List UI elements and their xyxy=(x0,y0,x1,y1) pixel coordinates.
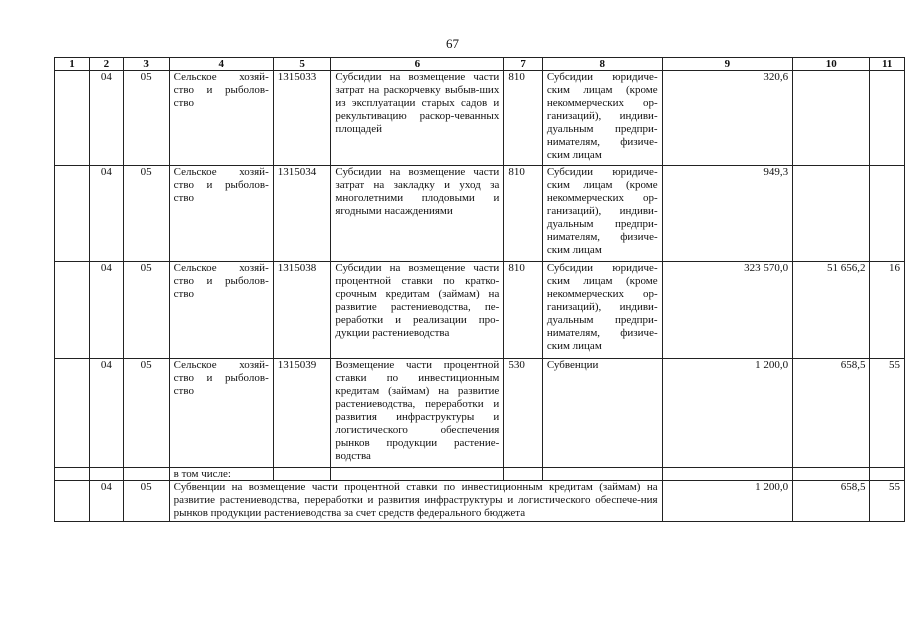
subheader-row xyxy=(55,468,905,481)
cell-expense-type-code xyxy=(504,468,543,481)
cell-executed: 658,5 xyxy=(793,481,870,522)
cell-subsection: 05 xyxy=(123,359,169,468)
cell-subsection: 05 xyxy=(123,71,169,166)
table-row xyxy=(55,481,905,522)
page-number: 67 xyxy=(446,36,459,51)
cell-percent: 55 xyxy=(870,481,905,522)
column-header-10: 10 xyxy=(793,58,870,71)
cell-section: 04 xyxy=(90,262,124,359)
cell-section: 04 xyxy=(90,481,124,522)
cell-target-code xyxy=(273,468,331,481)
table-row xyxy=(55,359,905,468)
cell-percent xyxy=(870,468,905,481)
cell-percent xyxy=(870,71,905,166)
column-header-8: 8 xyxy=(542,58,662,71)
cell-section: 04 xyxy=(90,359,124,468)
cell-col1 xyxy=(55,359,90,468)
cell-col1 xyxy=(55,468,90,481)
cell-executed xyxy=(793,166,870,262)
cell-expense-type: Субсидии юридиче-ским лицам (кроме некоммерческих ор-ганизаций), индиви-дуальным предпри-нимателям, физиче-ским лицам xyxy=(542,166,662,262)
cell-expense-type-code: 810 xyxy=(504,71,543,166)
cell-col1 xyxy=(55,262,90,359)
column-header-7: 7 xyxy=(504,58,543,71)
column-header-5: 5 xyxy=(273,58,331,71)
cell-amount: 320,6 xyxy=(662,71,792,166)
cell-section: 04 xyxy=(90,166,124,262)
header-row xyxy=(55,58,905,71)
cell-expense-type-code: 530 xyxy=(504,359,543,468)
cell-target-code: 1315033 xyxy=(273,71,331,166)
cell-section-name: Сельское хозяй-ство и рыболов-ство xyxy=(169,359,273,468)
cell-subsection xyxy=(123,468,169,481)
column-header-11: 11 xyxy=(870,58,905,71)
cell-col1 xyxy=(55,481,90,522)
table-row xyxy=(55,71,905,166)
cell-amount: 949,3 xyxy=(662,166,792,262)
cell-target-code: 1315038 xyxy=(273,262,331,359)
cell-federal-subvention-description: Субвенции на возмещение части процентной ставки по инвестиционным кредитам (займам) на развитие растениеводства, переработки и развития инфраструктуры и логистического обеспече-ния рынков продукции растениеводства за счет средств федерального бюджета xyxy=(169,481,662,522)
budget-table xyxy=(54,57,905,522)
cell-section-name: Сельское хозяй-ство и рыболов-ство xyxy=(169,166,273,262)
cell-expense-type-code: 810 xyxy=(504,166,543,262)
cell-subsection: 05 xyxy=(123,166,169,262)
cell-target-code: 1315034 xyxy=(273,166,331,262)
column-header-9: 9 xyxy=(662,58,792,71)
cell-amount: 323 570,0 xyxy=(662,262,792,359)
cell-section-name: Сельское хозяй-ство и рыболов-ство xyxy=(169,71,273,166)
cell-col1 xyxy=(55,166,90,262)
cell-amount xyxy=(662,468,792,481)
cell-expense-type: Субсидии юридиче-ским лицам (кроме некоммерческих ор-ганизаций), индиви-дуальным предпри-нимателям, физиче-ским лицам xyxy=(542,262,662,359)
cell-target-code: 1315039 xyxy=(273,359,331,468)
cell-description: Субсидии на возмещение части процентной ставки по кратко-срочным кредитам (займам) на развитие растениеводства, пе-реработки и реализации про-дукции растениеводства xyxy=(331,262,504,359)
column-header-1: 1 xyxy=(55,58,90,71)
cell-section: 04 xyxy=(90,71,124,166)
cell-percent: 16 xyxy=(870,262,905,359)
cell-description xyxy=(331,468,504,481)
column-header-6: 6 xyxy=(331,58,504,71)
cell-percent: 55 xyxy=(870,359,905,468)
cell-expense-type: Субсидии юридиче-ским лицам (кроме некоммерческих ор-ганизаций), индиви-дуальным предпри-нимателям, физиче-ским лицам xyxy=(542,71,662,166)
cell-percent xyxy=(870,166,905,262)
cell-expense-type xyxy=(542,468,662,481)
cell-subsection: 05 xyxy=(123,262,169,359)
cell-executed xyxy=(793,71,870,166)
column-header-2: 2 xyxy=(90,58,124,71)
table-row xyxy=(55,262,905,359)
column-header-3: 3 xyxy=(123,58,169,71)
table-row xyxy=(55,166,905,262)
cell-amount: 1 200,0 xyxy=(662,481,792,522)
cell-col1 xyxy=(55,71,90,166)
cell-description: Возмещение части процентной ставки по инвестиционным кредитам (займам) на развитие растениеводства, переработки и развития инфраструктуры и логистического обеспечения рынков продукции растение-водства xyxy=(331,359,504,468)
including-label: в том числе: xyxy=(169,468,273,481)
cell-executed: 51 656,2 xyxy=(793,262,870,359)
cell-expense-type-code: 810 xyxy=(504,262,543,359)
cell-description: Субсидии на возмещение части затрат на раскорчевку выбыв-ших из эксплуатации старых садов и рекультивацию раскор-чеванных площадей xyxy=(331,71,504,166)
cell-description: Субсидии на возмещение части затрат на закладку и уход за многолетними плодовыми и ягодными насаждениями xyxy=(331,166,504,262)
column-header-4: 4 xyxy=(169,58,273,71)
cell-amount: 1 200,0 xyxy=(662,359,792,468)
cell-section xyxy=(90,468,124,481)
cell-section-name: Сельское хозяй-ство и рыболов-ство xyxy=(169,262,273,359)
cell-executed xyxy=(793,468,870,481)
cell-subsection: 05 xyxy=(123,481,169,522)
cell-expense-type: Субвенции xyxy=(542,359,662,468)
cell-executed: 658,5 xyxy=(793,359,870,468)
